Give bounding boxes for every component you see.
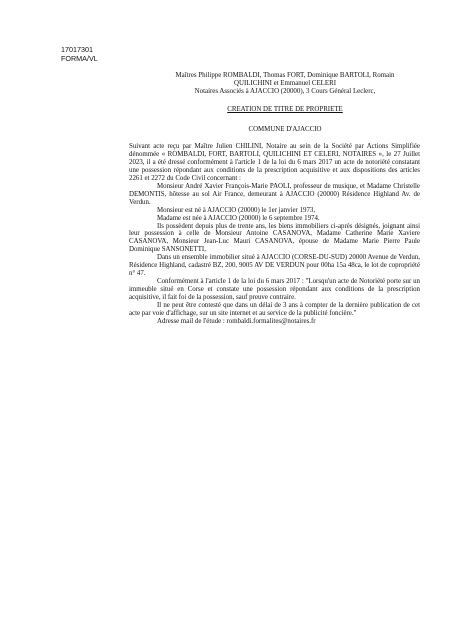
paragraph-birth-monsieur: Monsieur est né à AJACCIO (20000) le 1er janvier 1973,: [157, 206, 316, 214]
notaries-line-2: QUILICHINI et Emmanuel CELERI: [234, 80, 336, 87]
document-title: CREATION DE TITRE DE PROPRIETE: [227, 106, 343, 113]
paragraph-property: Dans un ensemble immobilier situé à AJACCIO (CORSE-DU-SUD) 20000 Avenue de Verdun, Résidence Highland, cadastré BZ, 200, 9005 AV DE VERDUN pour 00ha 15a 48ca, le lot de copropriété n° 47.: [129, 254, 420, 278]
paragraph-intro: Suivant acte reçu par Maître Julien CHILINI, Notaire au sein de la Société par Actions Simplifiée dénommée « ROMBALDI, FORT, BARTOLI, QUILICHINI ET CELERI, NOTAIRES », le 27 Juillet 2023, il a été dressé conformément à l'article 1 de la loi du 6 mars 2017 un acte de notoriété constatant une possession répondant aux conditions de la prescription acquisitive et aux dispositions des articles 2261 et 2272 du Code Civil concernant :: [129, 143, 420, 182]
paragraph-possession: Ils possèdent depuis plus de trente ans, les biens immobiliers ci-après désignés, joignant ainsi leur possession à celle de Monsieur Antoine CASANOVA, Madame Catherine Marie Xaviere CASANOVA, Monsieur Jean-Luc Mauri CASANOVA, épouse de Madame Marie Pierre Paule Dominique SANSONETTI,: [129, 222, 420, 254]
notaries-line-3: Notaires Associés à AJACCIO (20000), 3 Cours Général Leclerc,: [194, 88, 376, 95]
paragraph-law-article: Conformément à l'article 1 de la loi du 6 mars 2017 : "Lorsqu'un acte de Notoriété porte sur un immeuble situé en Corse et constate une possession répondant aux conditions de la prescription acquisitive, il fait foi de la possession, sauf preuve contraire.: [129, 278, 420, 302]
paragraph-birth-madame: Madame est née à AJACCIO (20000) le 6 septembre 1974.: [157, 214, 320, 222]
paragraph-owners: Monsieur André Xavier François-Marie PAOLI, professeur de musique, et Madame Christelle DEMONTIS, hôtesse au sol Air France, demeurant à AJACCIO (20000) Résidence Highland Av. de Verdun.: [129, 182, 420, 206]
document-body: [129, 143, 420, 326]
reference-code: FORMA/VL: [61, 54, 98, 63]
paragraph-contest-delay: Il ne peut être contesté que dans un délai de 3 ans à compter de la dernière publication de cet acte par voie d'affichage, sur un site internet et au service de la publicité foncière.": [129, 302, 420, 318]
notaries-line-1: Maîtres Philippe ROMBALDI, Thomas FORT, Dominique BARTOLI, Romain: [175, 72, 395, 79]
paragraph-email: Adresse mail de l'étude : rombaldi.formalites@notaires.fr: [157, 317, 316, 325]
commune-heading: COMMUNE D'AJACCIO: [248, 126, 322, 133]
reference-number: 17017301: [61, 45, 93, 54]
